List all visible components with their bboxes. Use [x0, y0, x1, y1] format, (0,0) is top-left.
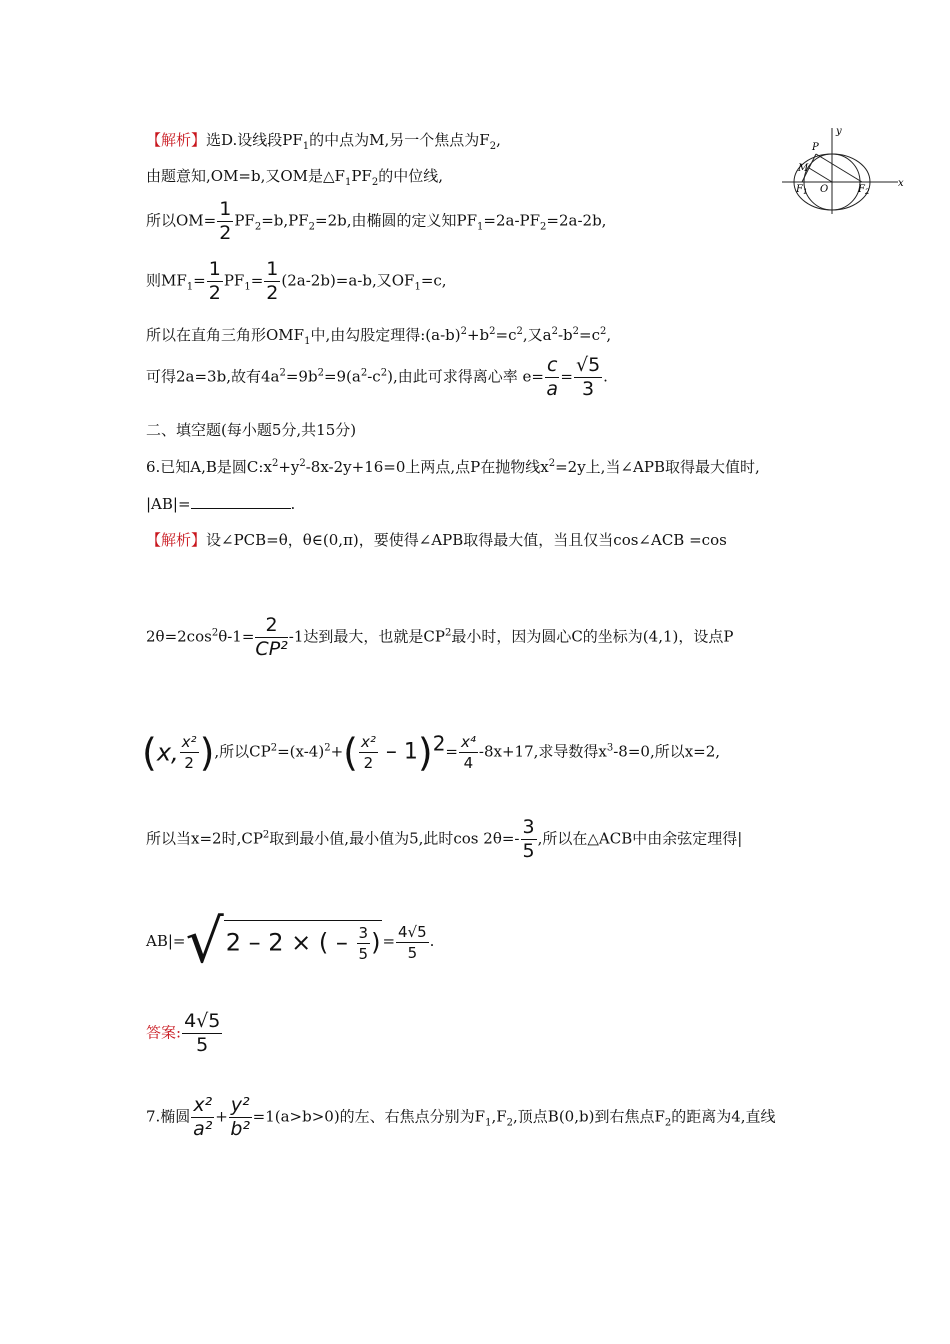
label-p: P [812, 142, 819, 153]
answer-label: 答案: [146, 1023, 182, 1042]
q7-line1: 7.椭圆 $\frac{\text{x²}}{\text{a²}}$ + $\frac{\text{y²}}{\text{b²}}$ =1(a>b>0)的左、右焦点分别为$F_1,F_2$,顶点B(0,b)到右焦点$F_2$的距离为4,直线 [146, 1094, 776, 1140]
q6-solution-line3: (x, $\frac{\text{x²}}{2}$ ),所以$CP^2=(x-4)^2+$( $\frac{\text{x²}}{2}$ – 1)$^2$= $\frac{\text{x⁴}}{4}$ -8x+17,求导数得$x^3-8=0$,所以x=2, [142, 730, 721, 775]
label-x: x [898, 178, 904, 189]
fraction: $\frac{√5}{3}$ [575, 354, 601, 400]
answer-blank [191, 494, 291, 509]
s5-line3: 所以OM= $\frac{1}{2}$ $PF_2=b,PF_2=2b$,由椭圆的定义知$PF_1=2a-PF_2=2a-2b$, [146, 198, 607, 244]
label-f2: $F_2$ [858, 184, 870, 196]
fraction: $\frac{\text{x²}}{\text{a²}}$ [193, 1094, 213, 1140]
fraction: $\frac{3}{5}$ [358, 924, 369, 963]
q6-solution-line1: 【解析】设∠PCB=θ，θ∈(0,π)，要使得∠APB取得最大值，当且仅当cos∠ACB =cos [146, 531, 727, 549]
fraction: $\frac{4√5}{5}$ [184, 1010, 221, 1056]
segment-p-f2 [816, 154, 862, 182]
fraction: $\frac{1}{2}$ [266, 258, 279, 304]
s5-line6: 可得2a=3b,故有$4a^2=9b^2=9(a^2-c^2)$,由此可求得离心率 e= $\frac{c}{a}$ = $\frac{√5}{3}$ . [146, 354, 608, 400]
fraction: $\frac{1}{2}$ [208, 258, 221, 304]
label-o: O [820, 184, 829, 195]
fraction: $\frac{3}{5}$ [522, 816, 535, 862]
radical-sign: √ [185, 907, 224, 977]
fraction: $\frac{\text{x²}}{2}$ [181, 733, 197, 772]
analysis-tag: 【解析】 [146, 131, 207, 149]
fraction: $\frac{2}{\text{CP²}}$ [255, 614, 288, 660]
section-heading-fill-in: 二、填空题(每小题5分,共15分) [146, 421, 357, 439]
analysis-tag: 【解析】 [146, 531, 207, 549]
q6-solution-line4: 所以当x=2时$,CP^2$取到最小值,最小值为5,此时cos 2θ=- $\frac{3}{5}$ ,所以在△ACB中由余弦定理得| [146, 816, 743, 862]
label-f1: $F_1$ [796, 184, 808, 196]
s5-line1: 【解析】选D.设线段$PF_1$的中点为M,另一个焦点为$F_2$, [146, 131, 501, 152]
label-m: M [798, 163, 809, 174]
radicand: 2 – 2 × ( – $\frac{3}{5}$ ) [224, 920, 383, 964]
fraction: $\frac{1}{2}$ [219, 198, 232, 244]
segment-o-m [809, 168, 832, 182]
q6-solution-line5: AB|=√2 – 2 × ( – $\frac{3}{5}$ ) = $\frac{4√5}{5}$ . [146, 907, 435, 977]
q6-answer [146, 1010, 223, 1057]
label-y: y [836, 126, 842, 137]
s5-line5: 所以在直角三角形$OMF_1$中,由勾股定理得$:(a-b)^2+b^2=c^2$,又$a^2-b^2=c^2$, [146, 326, 612, 347]
s5-line4: 则$MF_1=$ $\frac{1}{2}$ $PF_1=$ $\frac{1}{2}$ (2a-2b)=a-b,又$OF_1=c$, [146, 258, 447, 304]
fraction: $\frac{4√5}{5}$ [398, 922, 427, 962]
s5-line2: 由题意知,OM=b,又OM是$\triangle F_1PF_2$的中位线, [146, 167, 444, 188]
fraction: $\frac{\text{x²}}{2}$ [360, 733, 376, 772]
fraction: $\frac{c}{a}$ [546, 354, 558, 400]
q6-line1: 6.已知A,B是圆$C:x^2+y^2-8x-2y+16=0$上两点,点P在抛物线$x^2=2y$上,当∠APB取得最大值时, [146, 458, 760, 476]
fraction: $\frac{\text{x⁴}}{4}$ [461, 733, 476, 772]
fraction: $\frac{\text{y²}}{\text{b²}}$ [230, 1094, 251, 1140]
q6-solution-line2: $2\theta=2\cos^2\theta-1=$ $\frac{2}{\text{CP²}}$ -1达到最大，也就是$CP^2$最小时，因为圆心C的坐标为(4,1)，设点P [146, 614, 734, 660]
q6-line2: |AB|= . [146, 495, 296, 513]
ellipse-figure [780, 124, 910, 216]
